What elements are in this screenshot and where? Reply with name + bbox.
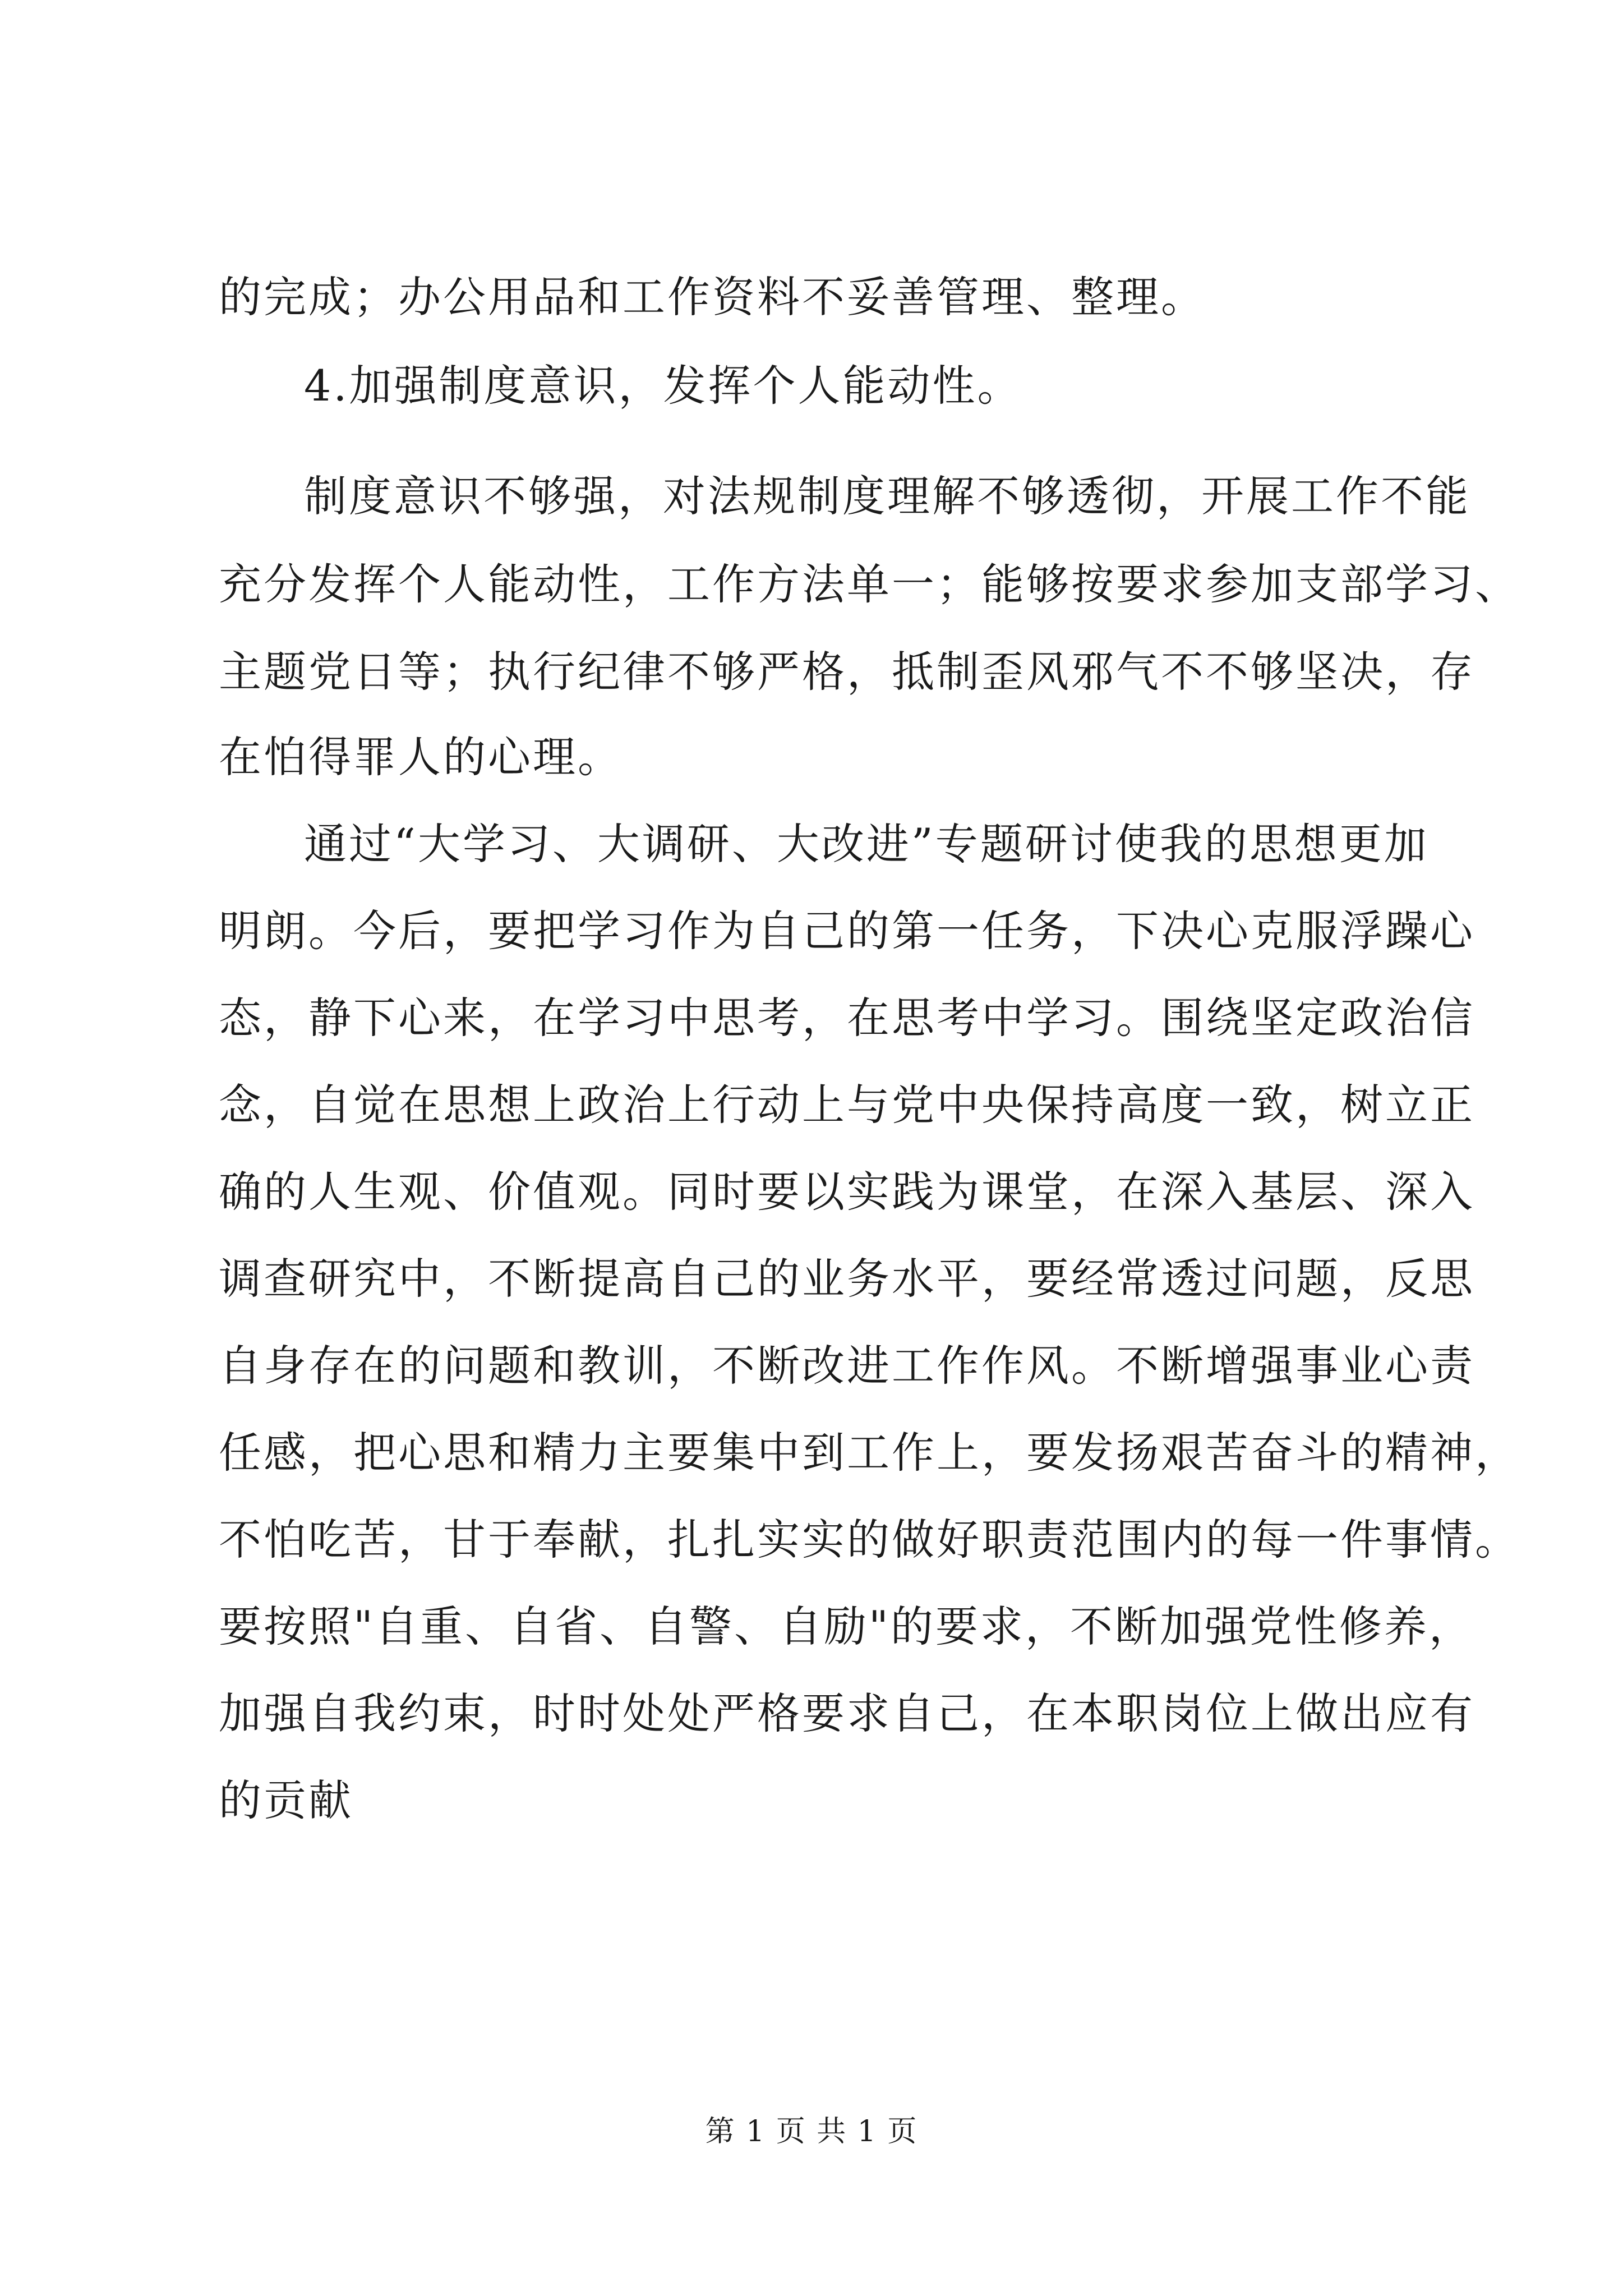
paragraph-4-line-11: 加强自我约束，时时处处严格要求自己，在本职岗位上做出应有 [219, 1688, 1475, 1738]
paragraph-4-line-4: 念，自觉在思想上政治上行动上与党中央保持高度一致，树立正 [219, 1080, 1475, 1130]
paragraph-4-line-1: 通过“大学习、大调研、大改进”专题研讨使我的思想更加 [304, 819, 1429, 869]
page-number-footer: 第 1 页 共 1 页 [705, 2115, 918, 2148]
paragraph-4-line-3: 态，静下心来，在学习中思考，在思考中学习。围绕坚定政治信 [219, 993, 1475, 1043]
paragraph-4-line-8: 任感，把心思和精力主要集中到工作上，要发扬艰苦奋斗的精神， [219, 1428, 1520, 1478]
paragraph-4-line-9: 不怕吃苦，甘于奉献，扎扎实实的做好职责范围内的每一件事情。 [219, 1515, 1520, 1565]
paragraph-4-line-10: 要按照"自重、自省、自警、自励"的要求，不断加强党性修养， [219, 1602, 1474, 1651]
paragraph-3-line-3: 主题党日等；执行纪律不够严格，抵制歪风邪气不不够坚决，存 [219, 647, 1475, 697]
paragraph-3-line-2: 充分发挥个人能动性，工作方法单一；能够按要求参加支部学习、 [219, 559, 1520, 609]
paragraph-4-line-7: 自身存在的问题和教训，不断改进工作作风。不断增强事业心责 [219, 1341, 1475, 1391]
paragraph-2-heading: 4.加强制度意识，发挥个人能动性。 [304, 361, 1022, 411]
paragraph-4-line-6: 调查研究中，不断提高自己的业务水平，要经常透过问题，反思 [219, 1254, 1475, 1304]
paragraph-3-line-1: 制度意识不够强，对法规制度理解不够透彻，开展工作不能 [304, 471, 1470, 521]
paragraph-4-line-2: 明朗。今后，要把学习作为自己的第一任务，下决心克服浮躁心 [219, 906, 1475, 956]
paragraph-1-line-1: 的完成；办公用品和工作资料不妥善管理、整理。 [219, 272, 1206, 322]
paragraph-3-line-4: 在怕得罪人的心理。 [219, 732, 623, 782]
paragraph-4-line-12: 的贡献 [219, 1775, 353, 1825]
paragraph-4-line-5: 确的人生观、价值观。同时要以实践为课堂，在深入基层、深入 [219, 1167, 1475, 1217]
